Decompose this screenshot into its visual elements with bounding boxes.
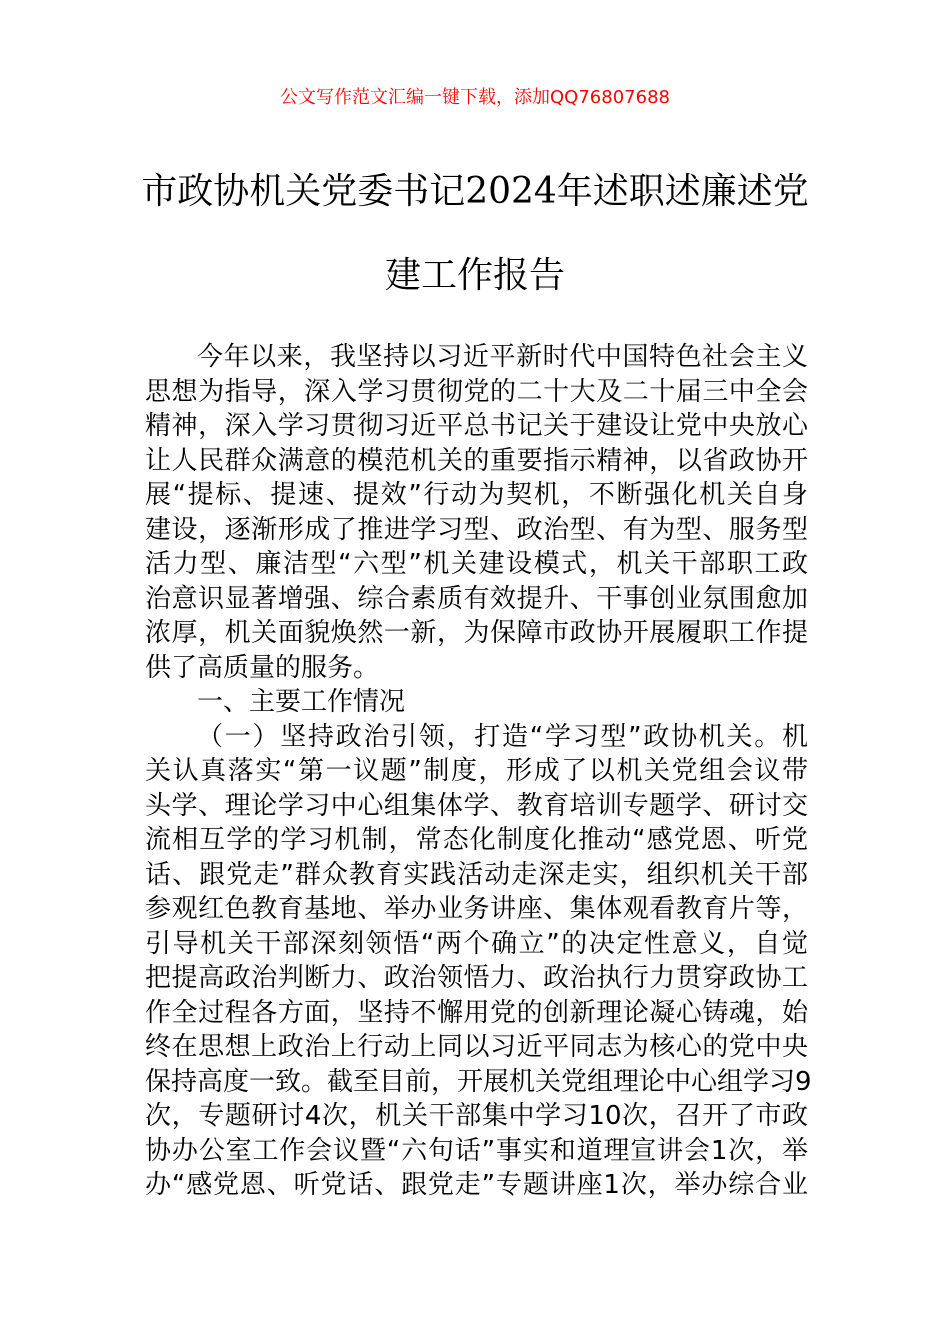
body-line: 引导机关干部深刻领悟“两个确立”的决定性意义，自觉 [145, 928, 808, 959]
document-body [145, 340, 812, 1203]
title-line-1: 市政协机关党委书记2024年述职述廉述党 [141, 171, 809, 212]
body-line: 作全过程各方面，坚持不懈用党的创新理论凝心铸魂，始 [145, 997, 808, 1028]
body-line: 流相互学的学习机制，常态化制度化推动“感党恩、听党 [145, 825, 808, 855]
download-banner: 公文写作范文汇编一键下载，添加QQ76807688 [280, 87, 670, 108]
body-line: 让人民群众满意的模范机关的重要指示精神，以省政协开 [145, 445, 808, 476]
title-line-2: 建工作报告 [384, 255, 565, 296]
body-line: 关认真落实“第一议题”制度，形成了以机关党组会议带 [145, 756, 808, 786]
body-line: 展“提标、提速、提效”行动为契机，不断强化机关自身 [145, 480, 808, 510]
body-line: 次，专题研讨4次，机关干部集中学习10次，召开了市政 [145, 1101, 808, 1131]
body-line: 把提高政治判断力、政治领悟力、政治执行力贯穿政协工 [145, 963, 808, 993]
body-line: 保持高度一致。截至目前，开展机关党组理论中心组学习9 [145, 1066, 812, 1097]
body-line: 协办公室工作会议暨“六句话”事实和道理宣讲会1次，举 [145, 1135, 808, 1166]
body-line: 办“感党恩、听党话、跟党走”专题讲座1次，举办综合业 [145, 1170, 808, 1200]
subsection-heading-line: （一）坚持政治引领，打造“学习型”政协机关。机 [197, 721, 808, 752]
body-line: 话、跟党走”群众教育实践活动走深走实，组织机关干部 [145, 859, 808, 890]
body-line: 思想为指导，深入学习贯彻党的二十大及二十届三中全会 [145, 376, 808, 407]
body-line: 供了高质量的服务。 [145, 652, 380, 683]
body-line: 今年以来，我坚持以习近平新时代中国特色社会主义 [197, 342, 808, 372]
section-heading: 一、主要工作情况 [197, 687, 406, 717]
body-line: 浓厚，机关面貌焕然一新，为保障市政协开展履职工作提 [145, 618, 808, 648]
body-line: 终在思想上政治上行动上同以习近平同志为核心的党中央 [145, 1032, 808, 1062]
body-line: 精神，深入学习贯彻习近平总书记关于建设让党中央放心 [145, 411, 808, 441]
body-line: 活力型、廉洁型“六型”机关建设模式，机关干部职工政 [145, 549, 808, 579]
body-line: 参观红色教育基地、举办业务讲座、集体观看教育片等， [145, 894, 808, 924]
body-line: 治意识显著增强、综合素质有效提升、干事创业氛围愈加 [145, 583, 808, 614]
body-line: 建设，逐渐形成了推进学习型、政治型、有为型、服务型 [145, 514, 808, 545]
document-title [100, 150, 850, 318]
body-line: 头学、理论学习中心组集体学、教育培训专题学、研讨交 [145, 790, 808, 821]
